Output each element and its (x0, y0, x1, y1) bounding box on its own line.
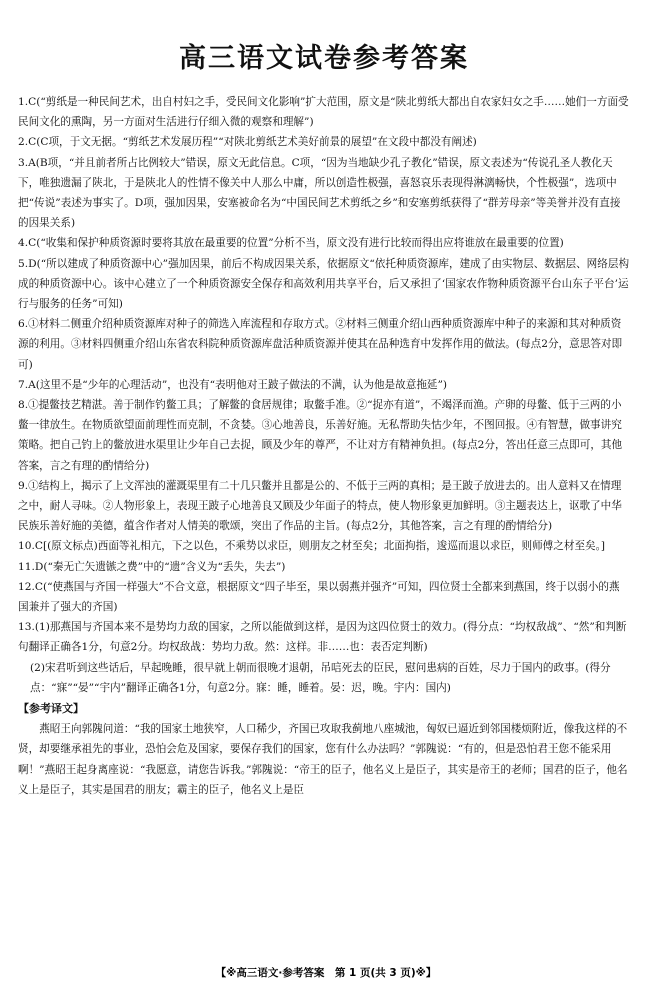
answer-item-11: 11.D(“秦无亡矢遗镞之费”中的“遗”含义为“丢失，失去”) (18, 560, 286, 573)
answer-item-10: 10.C[(原文标点)西面等礼相亢，下之以色，不乘势以求臣，则朋友之材至矣；北面拘指，逡巡而退以求臣，则师傅之材至矣。] (18, 540, 606, 553)
answer-item-1: 1.C(“剪纸是一种民间艺术，出自村妇之手，受民间文化影响”扩大范围，原文是“陕北剪纸大都出自农家妇女之手……她们一方面受民间文化的熏陶，另一方面对生活进行仔细入微的观察和理解”) (18, 96, 629, 129)
page-footer: 【※高三语文·参考答案 第 1 页(共 3 页)※】 (215, 967, 437, 979)
answer-item-13-2: (2)宋君听到这些话后，早起晚睡，很早就上朝而很晚才退朝，吊唁死去的臣民，慰问患病的百姓，尽力于国内的政事。(得分点：“寐”“晏”“宇内”翻译正确各1分，句意2分。寐：睡，睡着。晏：迟，晚。宇内：国内) (30, 661, 611, 694)
answer-item-9: 9.①结构上，揭示了上文浑浊的灌溉渠里有二十几只鳖并且都是公的、不低于三两的真相；是王跛子放进去的。出人意料又在情理之中，耐人寻味。②人物形象上，表现王跛子心地善良又顾及少年面子的特点，使人物形象更加鲜明。③主题表达上，讴歌了中华民族乐善好施的美德，蕴含作者对人情美的歌颂，突出了作品的主旨。(每点2分，其他答案，言之有理的酌情给分) (18, 479, 622, 533)
answer-item-12: 12.C(“使燕国与齐国一样强大”不合文意，根据原文“四子毕至，果以弱燕并强齐”可知，四位贤士全都来到燕国，终于以弱小的燕国兼并了强大的齐国) (18, 580, 620, 614)
page-title: 高三语文试卷参考答案 (179, 43, 469, 74)
answer-item-4: 4.C(“收集和保护种质资源时要将其放在最重要的位置”分析不当，原文没有进行比较而得出应将谁放在最重要的位置) (18, 237, 564, 250)
answer-item-2: 2.C(C项，于文无据。“剪纸艺术发展历程”“对陕北剪纸艺术美好前景的展望”在文段中都没有阐述) (18, 136, 477, 149)
reference-translation: 燕昭王向郭隗问道：“我的国家土地狭窄，人口稀少，齐国已攻取我蓟地八座城池，匈奴已逼近到邻国楼烦附近，像我这样的不贤，却要继承祖先的事业，恐怕会危及国家，要保存我们的国家，您有什么办法吗？”郭隗说：“有的，但是恐怕君王您不能采用啊！”燕昭王起身离座说：“我愿意，请您告诉我。”郭隗说：“帝王的臣子，他名义上是臣子，其实是帝王的老师；国君的臣子，他名义上是臣子，其实是国君的朋友；霸主的臣子，他名义上是臣 (18, 723, 628, 796)
answer-item-5: 5.D(“所以建成了种质资源中心”强加因果，前后不构成因果关系，依据原文“依托种质资源库，建成了由实物层、数据层、网络层构成的种质资源中心。该中心建立了一个种质资源安全保存和高效利用共享平台，后又承担了‘国家农作物种质资源平台山东子平台’运行与服务的任务”可知) (18, 257, 630, 311)
reference-heading: 【参考译文】 (18, 702, 84, 716)
answer-item-13-1: 13.(1)那燕国与齐国本来不是势均力敌的国家，之所以能做到这样，是因为这四位贤士的效力。(得分点：“均权敌战”、“然”和判断句翻译正确各1分，句意2分。均权敌战：势均力敌。然：这样。非……也：表否定判断) (18, 621, 627, 654)
answer-item-8: 8.①提鳖技艺精湛。善于制作钓鳖工具；了解鳖的食居规律；取鳖手准。②“捉亦有道”，不竭泽而渔。产卵的母鳖、低于三两的小鳖一律放生。在物质欲望面前理性而克制，不贪婪。③心地善良，乐善好施。无私帮助失怙少年，不图回报。④有智慧，做事讲究策略。把自己钓上的鳖放进水渠里让少年自己去捉，顾及少年的尊严，不让对方有精神负担。(每点2分，答出任意三点即可，其他答案，言之有理的酌情给分) (18, 399, 623, 472)
answer-item-3: 3.A(B项，“并且前者所占比例较大”错误，原文无此信息。C项，“因为当地缺少孔子教化”错误，原文表述为“传说孔圣人教化天下，唯独遗漏了陕北，于是陕北人的性情不像关中人那么中庸，所以创造性极强，喜怒哀乐表现得淋漓畅快，个性极强”，选项中把“传说”表述为事实了。D项，强加因果，安塞被命名为“中国民间艺术剪纸之乡”和安塞剪纸获得了“群芳母亲”等美誉并没有直接的因果关系) (18, 156, 621, 230)
answer-item-7: 7.A(这里不是“少年的心理活动”，也没有“表明他对王跛子做法的不满，认为他是故意拖延”) (18, 378, 448, 391)
answer-item-6: 6.①材料二侧重介绍种质资源库对种子的筛选入库流程和存取方式。②材料三侧重介绍山西种质资源库中种子的来源和其对种质资源的利用。③材料四侧重介绍山东省农科院种质资源库盘活种质资源并使其在品种选育中发挥作用的做法。(每点2分，意思答对即可) (18, 318, 623, 371)
answer-list (18, 92, 630, 698)
